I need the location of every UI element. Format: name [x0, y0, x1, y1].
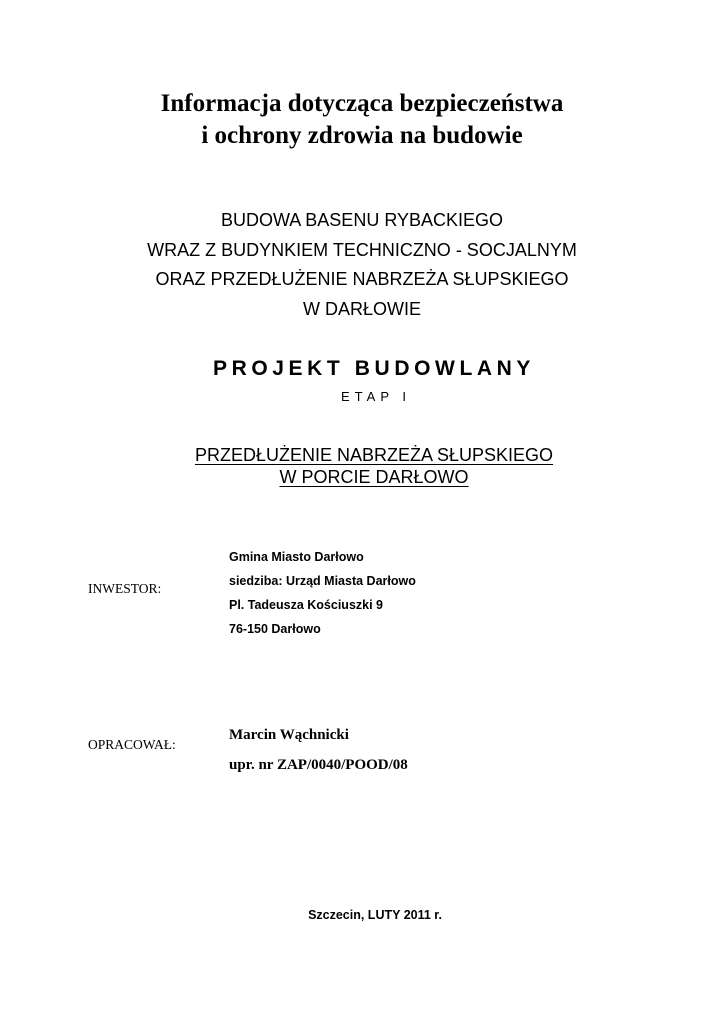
- project-subject: [0, 444, 724, 488]
- subject-line-2-text: W PORCIE DARŁOWO: [279, 467, 469, 487]
- investor-details: [229, 545, 416, 641]
- author-label: OPRACOWAŁ:: [88, 737, 176, 752]
- title-line-2: i ochrony zdrowia na budowie: [201, 122, 523, 149]
- document-title: [0, 88, 724, 152]
- project-name: [0, 206, 724, 324]
- investor-line-4: 76-150 Darłowo: [229, 622, 321, 636]
- investor-line-1: Gmina Miasto Darłowo: [229, 550, 364, 564]
- author-details: [229, 720, 408, 780]
- project-name-line-4: W DARŁOWIE: [302, 298, 421, 319]
- project-stage: ETAP I: [341, 389, 411, 404]
- investor-line-3: Pl. Tadeusza Kościuszki 9: [229, 598, 383, 612]
- project-name-line-1: BUDOWA BASENU RYBACKIEGO: [220, 210, 504, 230]
- place-and-date: Szczecin, LUTY 2011 r.: [308, 908, 442, 922]
- project-type-heading: PROJEKT BUDOWLANY: [212, 357, 536, 380]
- investor-label: INWESTOR:: [88, 581, 162, 596]
- investor-line-2: siedziba: Urząd Miasta Darłowo: [229, 574, 416, 588]
- subject-line-1: [0, 444, 724, 466]
- project-name-line-3: ORAZ PRZEDŁUŻENIE NABRZEŻA SŁUPSKIEGO: [155, 269, 569, 289]
- subject-line-1-text: PRZEDŁUŻENIE NABRZEŻA SŁUPSKIEGO: [194, 445, 554, 465]
- author-name: Marcin Wąchnicki: [229, 727, 349, 743]
- title-line-1: Informacja dotycząca bezpieczeństwa: [160, 90, 564, 117]
- project-name-line-2: WRAZ Z BUDYNKIEM TECHNICZNO - SOCJALNYM: [147, 239, 577, 260]
- subject-line-2: [0, 466, 724, 488]
- author-license: upr. nr ZAP/0040/POOD/08: [229, 757, 408, 773]
